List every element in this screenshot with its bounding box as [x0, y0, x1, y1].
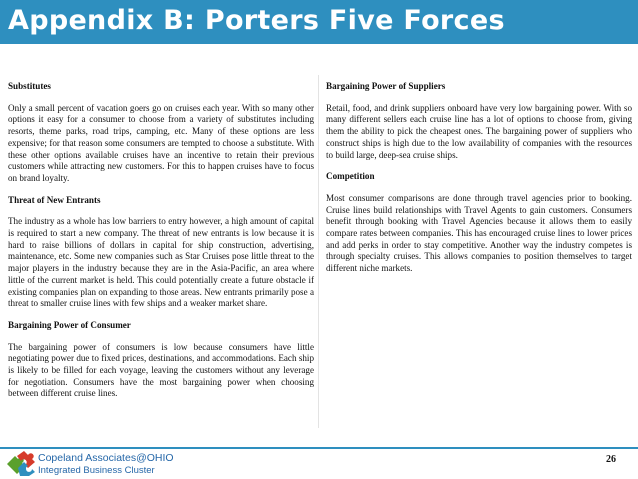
substitutes-heading: Substitutes	[8, 81, 51, 91]
puzzle-pieces-icon	[4, 450, 38, 476]
consumer-power-text: The bargaining power of consumers is low because consumers have little negotiating power due to fixed prices, destinations, and accommodations. Each ship is likely to be filled for each voyage, leaving the customers without any leverage for negotiation. Consumers have the most bargaining power when choosing between different cruise lines.	[8, 341, 314, 399]
page-number: 26	[606, 454, 616, 465]
right-column	[326, 81, 632, 285]
substitutes-text: Only a small percent of vacation goers go on cruises each year. With so many other options it easy for a consumer to choose from a variety of substitutes including resorts, theme parks, road trips, camping, etc. Many of these options are less expensive; for that reason some consumers are tempted to choose a substitute. With these other options available cruises have an incentive to retain their previous customers while attracting new customers. For this to happen cruises have to focus on brand loyalty.	[8, 102, 314, 183]
column-divider	[318, 75, 319, 428]
new-entrants-heading: Threat of New Entrants	[8, 194, 101, 205]
supplier-power-heading: Bargaining Power of Suppliers	[326, 81, 446, 91]
brand-name: Copeland Associates@OHIO	[38, 452, 174, 464]
brand-subtitle: Integrated Business Cluster	[38, 465, 155, 476]
consumer-power-heading: Bargaining Power of Consumer	[8, 319, 131, 330]
footer-rule	[0, 447, 638, 449]
slide-title: Appendix B: Porters Five Forces	[8, 5, 505, 36]
new-entrants-text: The industry as a whole has low barriers to entry however, a high amount of capital is required to start a new company. The threat of new entrants is low because it is hard to raise billions of dollars in capital for ship construction, advertising, maintenance, etc. Some new companies such as Star Cruises pose little threat to the major players in the industry because they are in the Asia-Pacific, an area where little of the current market is held. This could potentially create a future obstacle if existing companies plan on expanding to those areas. New entrants primarily pose a threat to smaller cruise lines with few ships and a weaker market share.	[8, 216, 314, 309]
supplier-power-text: Retail, food, and drink suppliers onboard have very low bargaining power. With so many different sellers each cruise line has a lot of options to choose from, giving them the ability to pick the cheapest ones. The bargaining power of suppliers who construct ships is high due to the low availability of companies with the resources to build large, deep-sea cruise ships.	[326, 102, 632, 160]
left-column	[8, 81, 314, 410]
competition-heading: Competition	[326, 171, 375, 182]
competition-text: Most consumer comparisons are done through travel agencies prior to booking. Cruise lines build relationships with Travel Agents to gain customers. Consumers benefit through booking with Travel Agencies because it allows them to easily compare rates between companies. This has encouraged cruise lines to lower prices and add perks in order to stay competitive. Another way the industry competes is through specialty cruises. This allows companies to position themselves to target different niche markets.	[326, 192, 632, 274]
title-bar	[0, 0, 638, 44]
